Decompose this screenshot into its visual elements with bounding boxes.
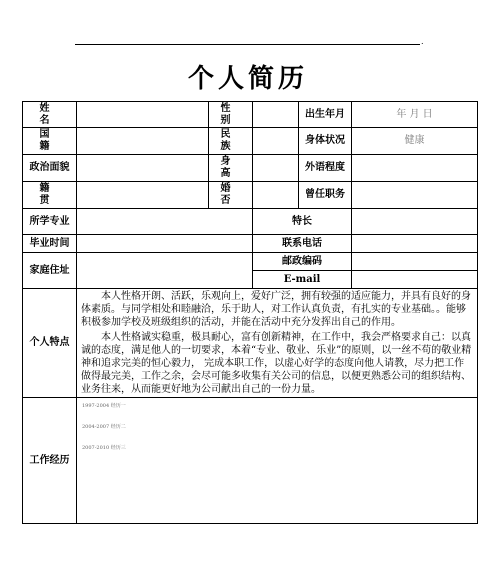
- origin-label: 籍 贯: [23, 182, 77, 209]
- major-field[interactable]: [77, 209, 253, 235]
- work-label: 工作经历: [23, 398, 77, 524]
- personality-paragraph-2: 本人性格诚实稳重，极具耐心，富有创新精神，在工作中，我会严格要求自己：以真诚的态度，满足他人的一切要求，本着“专业、敬业、乐业”的原则，以一丝不苟的敬业精神和追求完美的恒心毅力， 完成本职工作，以虚心好学的态度向他人请教，尽力把工作做得最完美，工作之余，会尽可能多收集有关公司的信息，以便更熟悉公司的组织结构、业务往来，从而能更好地为公司献出自己的一份力量。: [81, 332, 472, 395]
- personality-paragraph-1: 本人性格开朗、活跃，乐观向上，爱好广泛，拥有较强的适应能力，并具有良好的身体素质。与同学相处和睦融洽，乐于助人，对工作认真负责，有扎实的专业基础。。能够积极参加学校及班级组织的活动，并能在活动中充分发挥出自己的作用。: [81, 291, 471, 328]
- name-label: 姓 名: [23, 102, 77, 128]
- email-field[interactable]: [352, 271, 478, 289]
- personality-label: 个人特点: [23, 289, 77, 398]
- address-label: 家庭住址: [23, 253, 77, 289]
- postcode-field[interactable]: [352, 253, 478, 271]
- specialty-label: 特长: [253, 209, 352, 235]
- row-origin: [23, 182, 478, 209]
- name-field[interactable]: [77, 102, 209, 128]
- personality-cell[interactable]: [77, 289, 478, 398]
- address-field[interactable]: [77, 253, 253, 289]
- height-label: 身 高: [209, 155, 253, 182]
- ethnicity-label: 民 族: [209, 128, 253, 155]
- page-title: 个人简历: [187, 64, 308, 94]
- resume-table: [22, 101, 478, 524]
- ethnicity-field[interactable]: [253, 128, 299, 155]
- birth-label: 出生年月: [299, 102, 352, 128]
- gender-label: 性 别: [209, 102, 253, 128]
- row-personality: [23, 289, 478, 398]
- graduation-field[interactable]: [77, 235, 253, 253]
- political-label: 政治面貌: [23, 155, 77, 182]
- nationality-field[interactable]: [77, 128, 209, 155]
- health-field[interactable]: 健康: [352, 128, 478, 155]
- header-mark: .: [421, 37, 424, 46]
- work-entry: 2007-2010 经历三: [82, 445, 126, 451]
- specialty-field[interactable]: [352, 209, 478, 235]
- row-graduation: [23, 235, 478, 253]
- language-field[interactable]: [352, 155, 478, 182]
- health-label: 身体状况: [299, 128, 352, 155]
- birth-field[interactable]: 年 月 日: [352, 102, 478, 128]
- row-major: [23, 209, 478, 235]
- work-entry: 1997-2004 经历一: [82, 403, 126, 409]
- positions-field[interactable]: [352, 182, 478, 209]
- nationality-label: 国 籍: [23, 128, 77, 155]
- postcode-label: 邮政编码: [253, 253, 352, 271]
- row-address: [23, 253, 478, 271]
- marital-field[interactable]: [253, 182, 299, 209]
- phone-field[interactable]: [352, 235, 478, 253]
- work-cell[interactable]: [77, 398, 478, 524]
- row-work: [23, 398, 478, 524]
- row-nationality: [23, 128, 478, 155]
- row-name: [23, 102, 478, 128]
- marital-label: 婚 否: [209, 182, 253, 209]
- origin-field[interactable]: [77, 182, 209, 209]
- positions-label: 曾任职务: [299, 182, 352, 209]
- graduation-label: 毕业时间: [23, 235, 77, 253]
- gender-field[interactable]: [253, 102, 299, 128]
- language-label: 外语程度: [299, 155, 352, 182]
- political-field[interactable]: [77, 155, 209, 182]
- work-entry: 2004-2007 经历二: [82, 424, 126, 430]
- header-rule: [75, 44, 420, 45]
- row-political: [23, 155, 478, 182]
- phone-label: 联系电话: [253, 235, 352, 253]
- height-field[interactable]: [253, 155, 299, 182]
- major-label: 所学专业: [23, 209, 77, 235]
- email-label: E-mail: [253, 271, 352, 289]
